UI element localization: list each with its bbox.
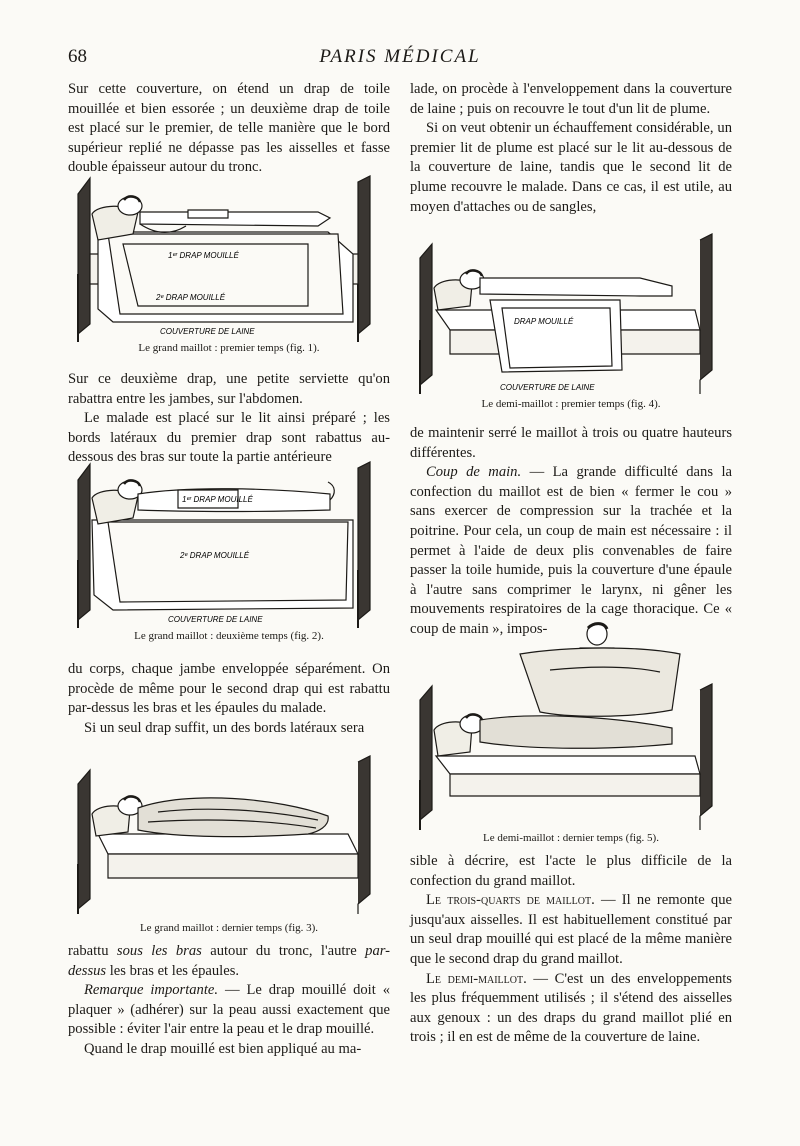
- paragraph: de maintenir serré le maillot à trois ou quatre hauteurs différentes. Coup de main. — La grande difficulté dans la confection du maillot est de bien « fermer le cou » sans exercer de compression sur la trachée et la poitrine. Pour cela, un coup de main est nécessaire : il permet à l'aide de deux plis convenables de faire passer la toile humide, puis la couverture d'une épaule à l'autre sans comprimer le larynx, ni gêner les mouvements respiratoires de la cage thoracique. Ce « coup de main », impos-: [410, 425, 732, 637]
- fig1-label-sheet2: 2ᵉ DRAP MOUILLÉ: [156, 293, 226, 302]
- fig1-label-blanket: COUVERTURE DE LAINE: [160, 327, 255, 336]
- figure-4: [410, 230, 732, 394]
- paragraph: sible à décrire, est l'acte le plus difficile de la confection du grand maillot. Le trois-quarts de maillot. — Il ne remonte que jusqu'aux aisselles. Il est habituellement constitué par un seul drap mouillé qui est placé de la même manière que le second drap du grand maillot. Le demi-maillot. — C'est un des enveloppements les plus fréquemment utilisés ; il s'étend des aisselles aux genoux : un des draps du grand maillot plié en trois ; il en est de même de la couverture de laine.: [410, 853, 732, 1046]
- paragraph: lade, on procède à l'enveloppement dans la couverture de laine ; puis on recouvre le tout d'un lit de plume. Si on veut obtenir un échauffement considérable, un premier lit de plume est placé sur le lit au-dessous de la couverture de laine, tandis que le second lit de plume recouvre le malade. Dans ce cas, il est utile, au moyen d'attaches ou de sangles,: [410, 81, 732, 215]
- figure-3: [68, 754, 390, 914]
- fig2-label-sheet2: 2ᵉ DRAP MOUILLÉ: [180, 551, 250, 560]
- figure-1: [68, 174, 390, 342]
- fig1-label-sheet1: 1ᵉʳ DRAP MOUILLÉ: [168, 251, 239, 260]
- paragraph: Sur cette couverture, on étend un drap de toile mouillée et bien essorée ; un deuxième drap de toile est placé sur le premier, de telle manière que le bord supérieur replié ne dépasse pas les aisselles et fasse double épaisseur autour du tronc.: [68, 81, 390, 176]
- figure-1-illustration: [68, 174, 390, 342]
- figure-5-caption: Le demi-maillot : dernier temps (fig. 5).: [483, 832, 659, 844]
- fig4-label-sheet: DRAP MOUILLÉ: [514, 317, 574, 326]
- page-number: 68: [68, 46, 87, 67]
- fig2-label-blanket: COUVERTURE DE LAINE: [168, 615, 263, 624]
- paragraph: Sur ce deuxième drap, une petite serviette qu'on rabattra entre les jambes, sur l'abdomen. Le malade est placé sur le lit ainsi préparé ; les bords latéraux du premier drap sont rabattus au-dessous des bras sur toute la partie antérieure: [68, 371, 390, 466]
- figure-1-caption: Le grand maillot : premier temps (fig. 1).: [138, 342, 320, 354]
- paragraph: du corps, chaque jambe enveloppée séparément. On procède de même pour le second drap qui est rabattu par-dessus les bras et les épaules du malade. Si un seul drap suffit, un des bords latéraux sera: [68, 661, 390, 736]
- fig2-label-sheet1: 1ᵉʳ DRAP MOUILLÉ: [182, 495, 253, 504]
- figure-5-illustration: [410, 620, 732, 830]
- figure-3-caption: Le grand maillot : dernier temps (fig. 3).: [139, 922, 319, 934]
- figure-2: [68, 460, 390, 628]
- fig4-label-blanket: COUVERTURE DE LAINE: [500, 383, 595, 392]
- figure-5: [410, 620, 732, 830]
- page-header: [68, 46, 732, 72]
- figure-2-illustration: [68, 460, 390, 628]
- figure-3-illustration: [68, 754, 390, 914]
- figure-4-caption: Le demi-maillot : premier temps (fig. 4).: [481, 398, 661, 410]
- figure-2-caption: Le grand maillot : deuxième temps (fig. 2).: [134, 630, 324, 642]
- paragraph: rabattu sous les bras autour du tronc, l'autre par-dessus les bras et les épaules. Remarque importante. — Le drap mouillé doit « plaquer » (adhérer) sur la peau aussi exactement que possible : éviter l'air entre la peau et le drap mouillé. Quand le drap mouillé est bien appliqué au ma-: [68, 943, 390, 1057]
- figure-4-illustration: [410, 230, 732, 394]
- journal-title: PARIS MÉDICAL: [319, 46, 481, 67]
